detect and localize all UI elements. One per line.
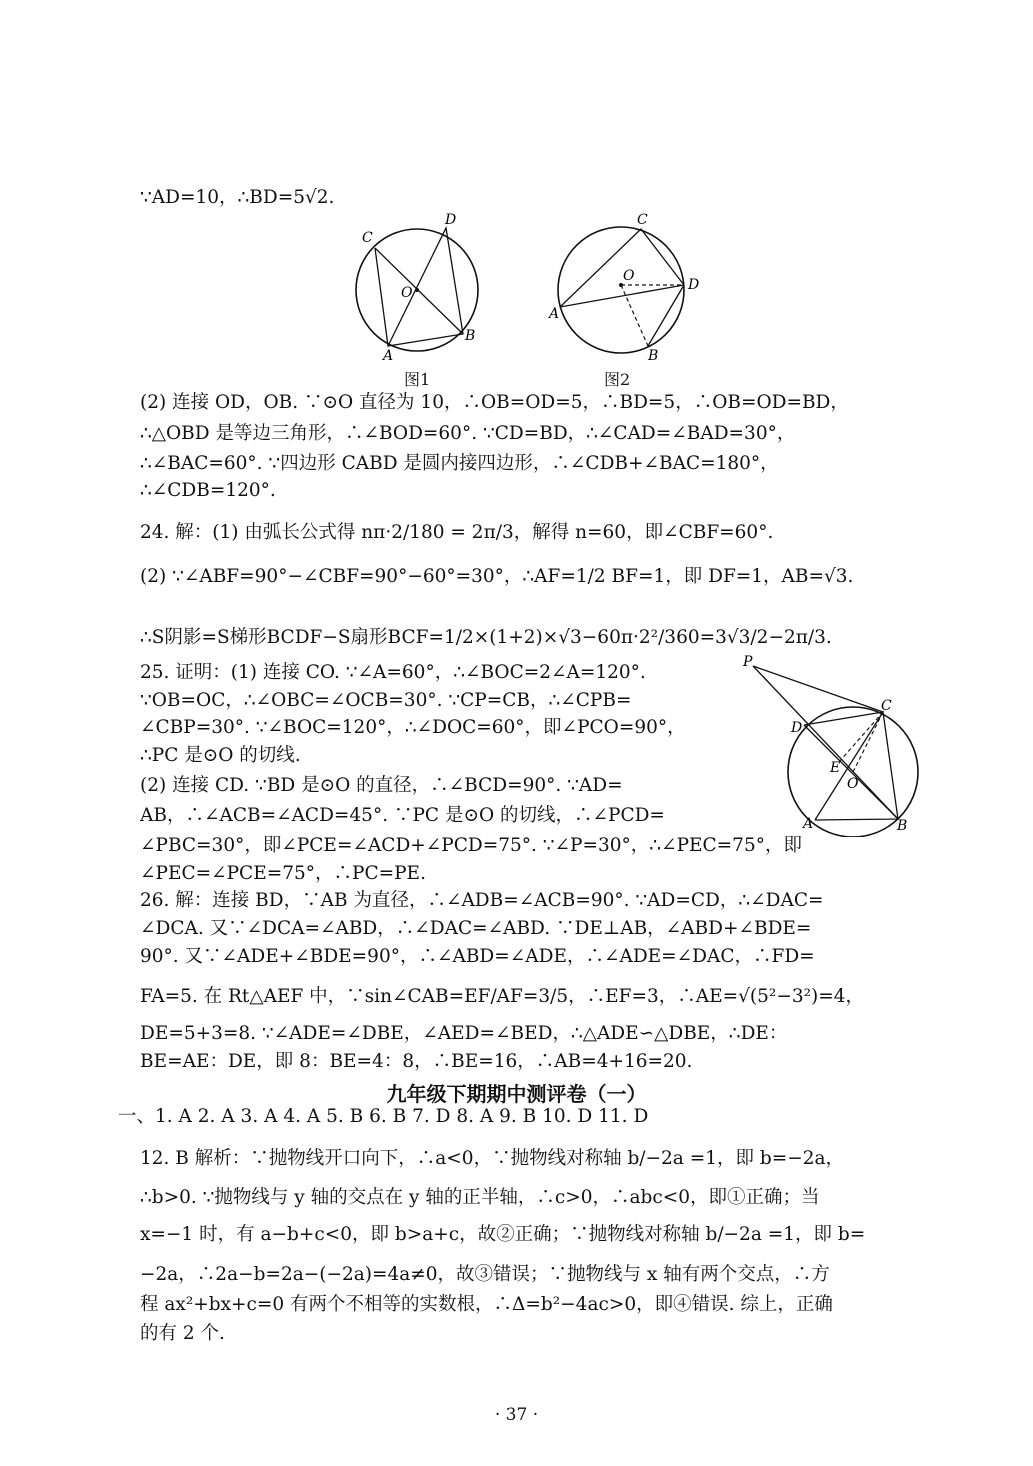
- text-line: 程 ax²+bx+c=0 有两个不相等的实数根，∴Δ=b²−4ac>0，即④错误. 综上，正确: [140, 1294, 833, 1315]
- text-line: (2) ∵∠ABF=90°−∠CBF=90°−60°=30°，∴AF=1/2 BF=1，即 DF=1，AB=√3.: [140, 566, 854, 587]
- text-line: ∴△OBD 是等边三角形，∴∠BOD=60°. ∵CD=BD，∴∠CAD=∠BAD=30°，: [140, 423, 796, 444]
- text-line: BE=AE：DE，即 8：BE=4：8，∴BE=16，∴AB=4+16=20.: [140, 1051, 693, 1072]
- fig3-point-label: C: [881, 698, 892, 714]
- text-line: (2) 连接 CD. ∵BD 是⊙O 的直径，∴∠BCD=90°. ∵AD=: [140, 775, 623, 796]
- text-line: x=−1 时，有 a−b+c<0，即 b>a+c，故②正确；∵抛物线对称轴 b/−2a =1，即 b=: [140, 1224, 866, 1245]
- text-line: 90°. 又∵∠ADE+∠BDE=90°，∴∠ABD=∠ADE，∴∠ADE=∠DAC，∴FD=: [140, 946, 815, 967]
- answer-line: 一、1. A 2. A 3. A 4. A 5. B 6. B 7. D 8. A 9. B 10. D 11. D: [118, 1106, 649, 1127]
- fig1-point-label: B: [465, 328, 476, 344]
- text-line: ∠CBP=30°. ∵∠BOC=120°，∴∠DOC=60°，即∠PCO=90°，: [140, 717, 686, 738]
- text-line: ∵AD=10，∴BD=5√2.: [140, 187, 335, 208]
- fig3-point-label: O: [847, 776, 859, 792]
- text-line: FA=5. 在 Rt△AEF 中，∵sin∠CAB=EF/AF=3/5，∴EF=3，∴AE=√(5²−3²)=4，: [140, 986, 865, 1007]
- figure-1-caption: 图1: [404, 370, 431, 389]
- fig2-point-label: B: [648, 348, 659, 364]
- page-number: · 37 ·: [494, 1405, 539, 1425]
- fig2-point-label: C: [637, 212, 648, 228]
- text-line: 12. B 解析：∵抛物线开口向下，∴a<0，∵抛物线对称轴 b/−2a =1，即 b=−2a，: [140, 1148, 845, 1169]
- fig3-point-label: B: [897, 818, 908, 834]
- fig3-point-label: E: [830, 760, 841, 776]
- text-line: ∠PEC=∠PCE=75°，∴PC=PE.: [140, 863, 426, 884]
- section-title: 九年级下期期中测评卷（一）: [386, 1082, 647, 1106]
- figure-2-circle-diagram: [545, 212, 715, 372]
- fig2-point-label: O: [623, 268, 635, 284]
- fig3-point-label: P: [743, 654, 753, 670]
- text-line: 的有 2 个.: [140, 1323, 225, 1344]
- text-line: ∵OB=OC，∴∠OBC=∠OCB=30°. ∵CP=CB，∴∠CPB=: [140, 690, 632, 711]
- text-line: DE=5+3=8. ∵∠ADE=∠DBE，∠AED=∠BED，∴△ADE∽△DBE，∴DE：: [140, 1023, 788, 1044]
- fig1-point-label: D: [445, 212, 457, 228]
- fig1-point-label: O: [401, 285, 413, 301]
- text-line: ∴PC 是⊙O 的切线.: [140, 745, 301, 766]
- fig1-point-label: A: [383, 348, 394, 364]
- text-line: ∴∠CDB=120°.: [140, 480, 276, 501]
- figure-2-caption: 图2: [604, 370, 631, 389]
- fig3-point-label: D: [791, 720, 803, 736]
- text-line: −2a，∴2a−b=2a−(−2a)=4a≠0，故③错误；∵抛物线与 x 轴有两个交点，∴方: [140, 1264, 830, 1285]
- text-line: ∠PBC=30°，即∠PCE=∠ACD+∠PCD=75°. ∵∠P=30°，∴∠PEC=75°，即: [140, 835, 802, 856]
- fig2-point-label: A: [549, 306, 560, 322]
- fig3-point-label: A: [803, 816, 814, 832]
- figure-1-circle-diagram: [345, 212, 495, 372]
- text-line: ∠DCA. 又∵∠DCA=∠ABD，∴∠DAC=∠ABD. ∵DE⊥AB，∠ABD+∠BDE=: [140, 918, 812, 939]
- text-line: 25. 证明：(1) 连接 CO. ∵∠A=60°，∴∠BOC=2∠A=120°.: [140, 662, 646, 683]
- figure-3-tangent-diagram: [735, 652, 925, 837]
- text-line: ∴∠BAC=60°. ∵四边形 CABD 是圆内接四边形，∴∠CDB+∠BAC=180°，: [140, 453, 779, 474]
- text-line: ∴b>0. ∵抛物线与 y 轴的交点在 y 轴的正半轴，∴c>0，∴abc<0，即①正确；当: [140, 1187, 820, 1208]
- text-line: 26. 解：连接 BD，∵AB 为直径，∴∠ADB=∠ACB=90°. ∵AD=CD，∴∠DAC=: [140, 890, 824, 911]
- text-line: AB，∴∠ACB=∠ACD=45°. ∵PC 是⊙O 的切线，∴∠PCD=: [140, 805, 665, 826]
- text-line: (2) 连接 OD，OB. ∵⊙O 直径为 10，∴OB=OD=5，∴BD=5，∴OB=OD=BD，: [140, 392, 849, 413]
- fig2-point-label: D: [688, 277, 700, 293]
- text-line: 24. 解：(1) 由弧长公式得 nπ·2/180 = 2π/3，解得 n=60，即∠CBF=60°.: [140, 522, 774, 543]
- text-line: ∴S阴影=S梯形BCDF−S扇形BCF=1/2×(1+2)×√3−60π·2²/360=3√3/2−2π/3.: [140, 627, 832, 648]
- fig1-point-label: C: [362, 230, 373, 246]
